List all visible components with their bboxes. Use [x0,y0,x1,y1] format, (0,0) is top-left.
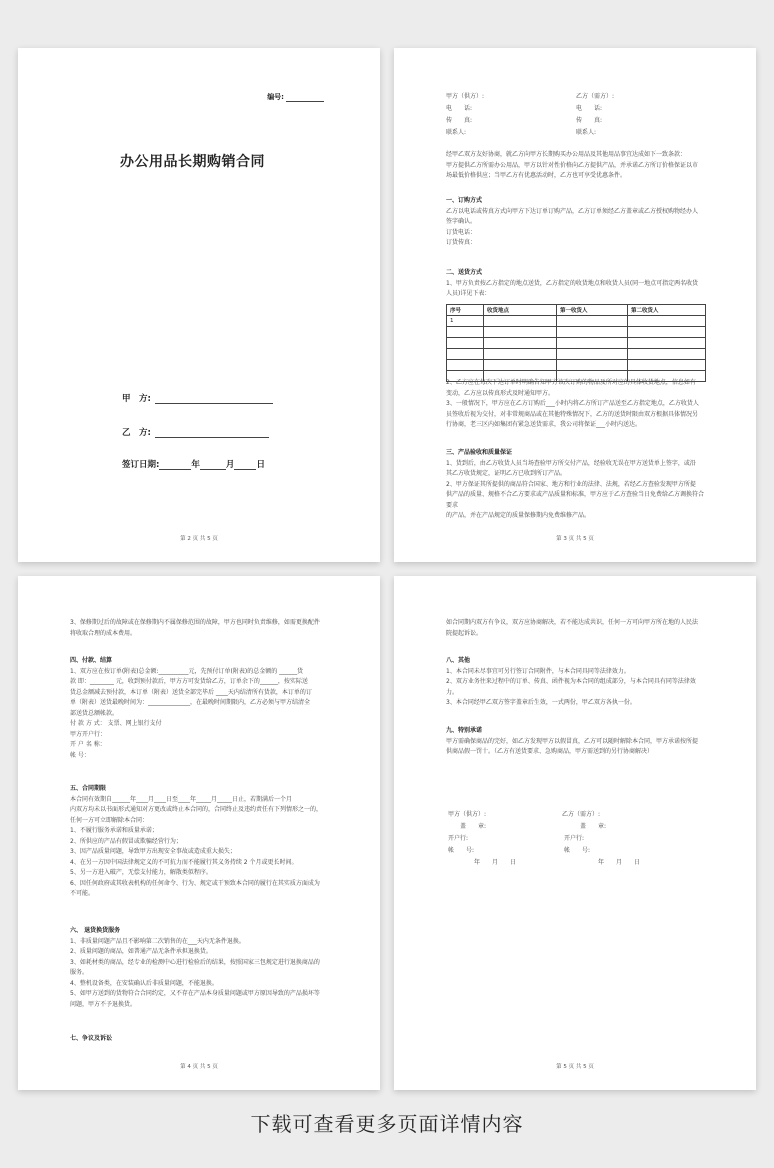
section-returns: 六、 退货换货服务 1、非质量问题产品且不影响第二次销售的在___天内无条件退换。 2、质量问题的商品，如普通产品无条件承担退换货。 3、如耗材类的商品，经专业的检测中心进行检验后的结果，按照国家三包规定进行退换商品的 服务。 4、整机设备类，在安装确认后非质量问题，不能退换。 5、如甲方送到的货物符合合同约定，又不存在产品本身质量问题或甲方原因导致的产品损坏等 问题，甲方不予退换货。 [70,927,320,1008]
dispute-text: 如合同期内双方有争议，双方应协商解决，若不能达成共识，任何一方可向甲方所在地的人民法 院提起诉讼。 [446,619,699,637]
table-header: 序号 [447,305,484,316]
fax-label: 传 真: [446,117,473,124]
table-row [447,327,706,338]
section-payment: 四、付款、结算 1、双方应在按订单(附表)总金额:__________元，先预付订单(附表)的总金额的 ______货 款 即：________ 元，收到预付款后，甲方方可发货给乙方，订单余下的______，按实际送 货总金额减去预付款，本订单（附表）送货全部完毕后 ____天内结清所有货款，本订单的订 单（附表）送货最晚时间为：______________，在最晚时间期限内，乙方必须与甲方结清全 部送货总额帐款。 付 款 方 式： 支票、网上银行支付 甲方开户行： 开 户 名 称： 帐 号： [70,657,312,759]
seal-label: 盖 章: [580,823,607,830]
table-header: 收货地点 [484,305,557,316]
party-b-field: 乙 方: [122,426,269,438]
section-order: 一、订购方式 乙方以电话或传真方式向甲方下达订单订购产品，乙方订单须经乙方盖章或乙方授权购物经办人 签字确认。 订货电话： 订货传真： [446,197,699,246]
page-footer: 第 4 页 共 5 页 [180,1064,218,1070]
supplier-label: 甲方（供方）: [446,93,485,100]
date-left: 年 月 日 [474,859,517,866]
serial-number: 编号: [267,92,324,102]
section-dispute: 七、争议及诉讼 [70,1035,113,1042]
sign-buyer-label: 乙方（需方）: [562,811,601,818]
download-caption: 下载可查看更多页面详情内容 [250,1112,524,1136]
table-row [447,349,706,360]
sign-date: 签订日期: 年 月 日 [122,460,265,470]
warranty-text: 3、保修期过后的故障或在保修期内不属保修范围的故障，甲方也同时负责维修，如需更换配件 将收取合理的成本费用。 [70,619,320,637]
table-header: 第二收货人 [628,305,706,316]
table-row [447,338,706,349]
buyer-label: 乙方（需方）: [576,93,615,100]
phone-label: 电 话: [576,105,603,112]
table-row: 1 [447,316,706,327]
party-a-field: 甲 方: [122,392,273,404]
delivery-details: 2、乙方应在每次下达订单时明确告知甲方该次订购的物品及所对应的具体收货地点，信息如有 变动，乙方应以传真形式及时通知甲方。 3、一般情况下，甲方应在乙方订购后___小时内将乙方所订产品送至乙方指定地点，乙方收货人 员签收后视为交付，对非常规商品或在其他特殊情况下，乙方的送货时限由双方根据具体情况另 行协商，老三区内如集团有紧急送货需求，我公司将保证___小时内送达。 [446,379,699,428]
contract-title: 办公用品长期购销合同 [120,154,265,170]
intro-text: 经甲乙双方友好协商，就乙方向甲方长期购买办公用品及其他用品事宜达成如下一致条款： 甲方提供乙方所需办公用品，甲方以针对性价格向乙方提供产品，并承诺乙方所订价格保证以市 场最低价格供应；当甲乙方有优惠活动时，乙方也可享受优惠条件。 [446,151,699,179]
table-row [447,360,706,371]
section-other: 八、其他 1、本合同未尽事宜可另行签订合同附件，与本合同具同等法律效力。 2、双方业务往来过程中的订单、传真、函件视为本合同的组成部分，与本合同具有同等法律效 力。 3、本合同经甲乙双方签字盖章后生效，一式两份，甲乙双方各执一份。 [446,657,696,706]
page-cover [18,48,380,562]
page-footer: 第 3 页 共 5 页 [556,536,594,542]
contact-label: 联系人: [446,129,467,136]
bank-label: 开户行: [448,835,469,842]
section-delivery: 二、送货方式 1、甲方负责按乙方指定的地点送货，乙方指定的收货地点和收货人员(同一地点可指定两名收货 人员)详见下表： [446,269,699,297]
page-5 [394,576,756,1090]
table-header: 第一收货人 [557,305,628,316]
section-special: 九、特别承诺 甲方需确保商品的完好，如乙方发现甲方以假冒真，乙方可以随时解除本合同，甲方承诺按所提 供商品假一罚十。（乙方有送货要求、急购商品，甲方需送到的另行协商解决） [446,727,699,755]
account-label: 帐 号: [448,847,475,854]
account-label: 帐 号: [564,847,591,854]
date-right: 年 月 日 [598,859,641,866]
phone-label: 电 话: [446,105,473,112]
page-3 [394,48,756,562]
bank-label: 开户行: [564,835,585,842]
receiver-table [446,304,706,382]
section-acceptance: 三、产品验收和质量保证 1、货到后，由乙方收货人员当场查验甲方所交付产品，经验收无误在甲方送货单上签字，或沿 其乙方收货规定，证明乙方已收到所订产品。 2、甲方保证其所提供的商品符合国家、地方和行业的法律、法规，若经乙方查验发现甲方所提 供产品的质量、规格不合乙方要求或产品质量和标准，甲方应于乙方查验当日免费给乙方调换符合要求 的产品，并在产品规定的质量保修期内免费维修产品。 [446,449,705,519]
page-footer: 第 2 页 共 5 页 [180,536,218,542]
contact-label: 联系人: [576,129,597,136]
fax-label: 传 真: [576,117,603,124]
seal-label: 盖 章: [460,823,487,830]
page-4 [18,576,380,1090]
section-term: 五、合同期限 本合同有效期自______年____月____日至____年_____月_____日止，若期满后一个月 内双方均未以书面形式通知对方更改或终止本合同的，合同终止及违约责任有下列情形之一的， 任何一方可立即解除本合同： 1、不履行服务承诺和质量承诺； 2、所供应的产品有假冒或欺骗经营行为； 3、因产品质量问题，导致甲方出现安全事故或造成重大损失； 4、在另一方因中国法律规定义的不可抗力而不能履行其义务持续 2 个月或更长时间。 5、另一方进入破产，无偿支付能力，解散类似程序。 6、因任何政府或其收表机构的任何命令、行为、规定或干预致本合同的履行在其实质方面成为 不可能。 [70,785,323,897]
sign-supplier-label: 甲方（供方）: [448,811,487,818]
page-footer: 第 5 页 共 5 页 [556,1064,594,1070]
